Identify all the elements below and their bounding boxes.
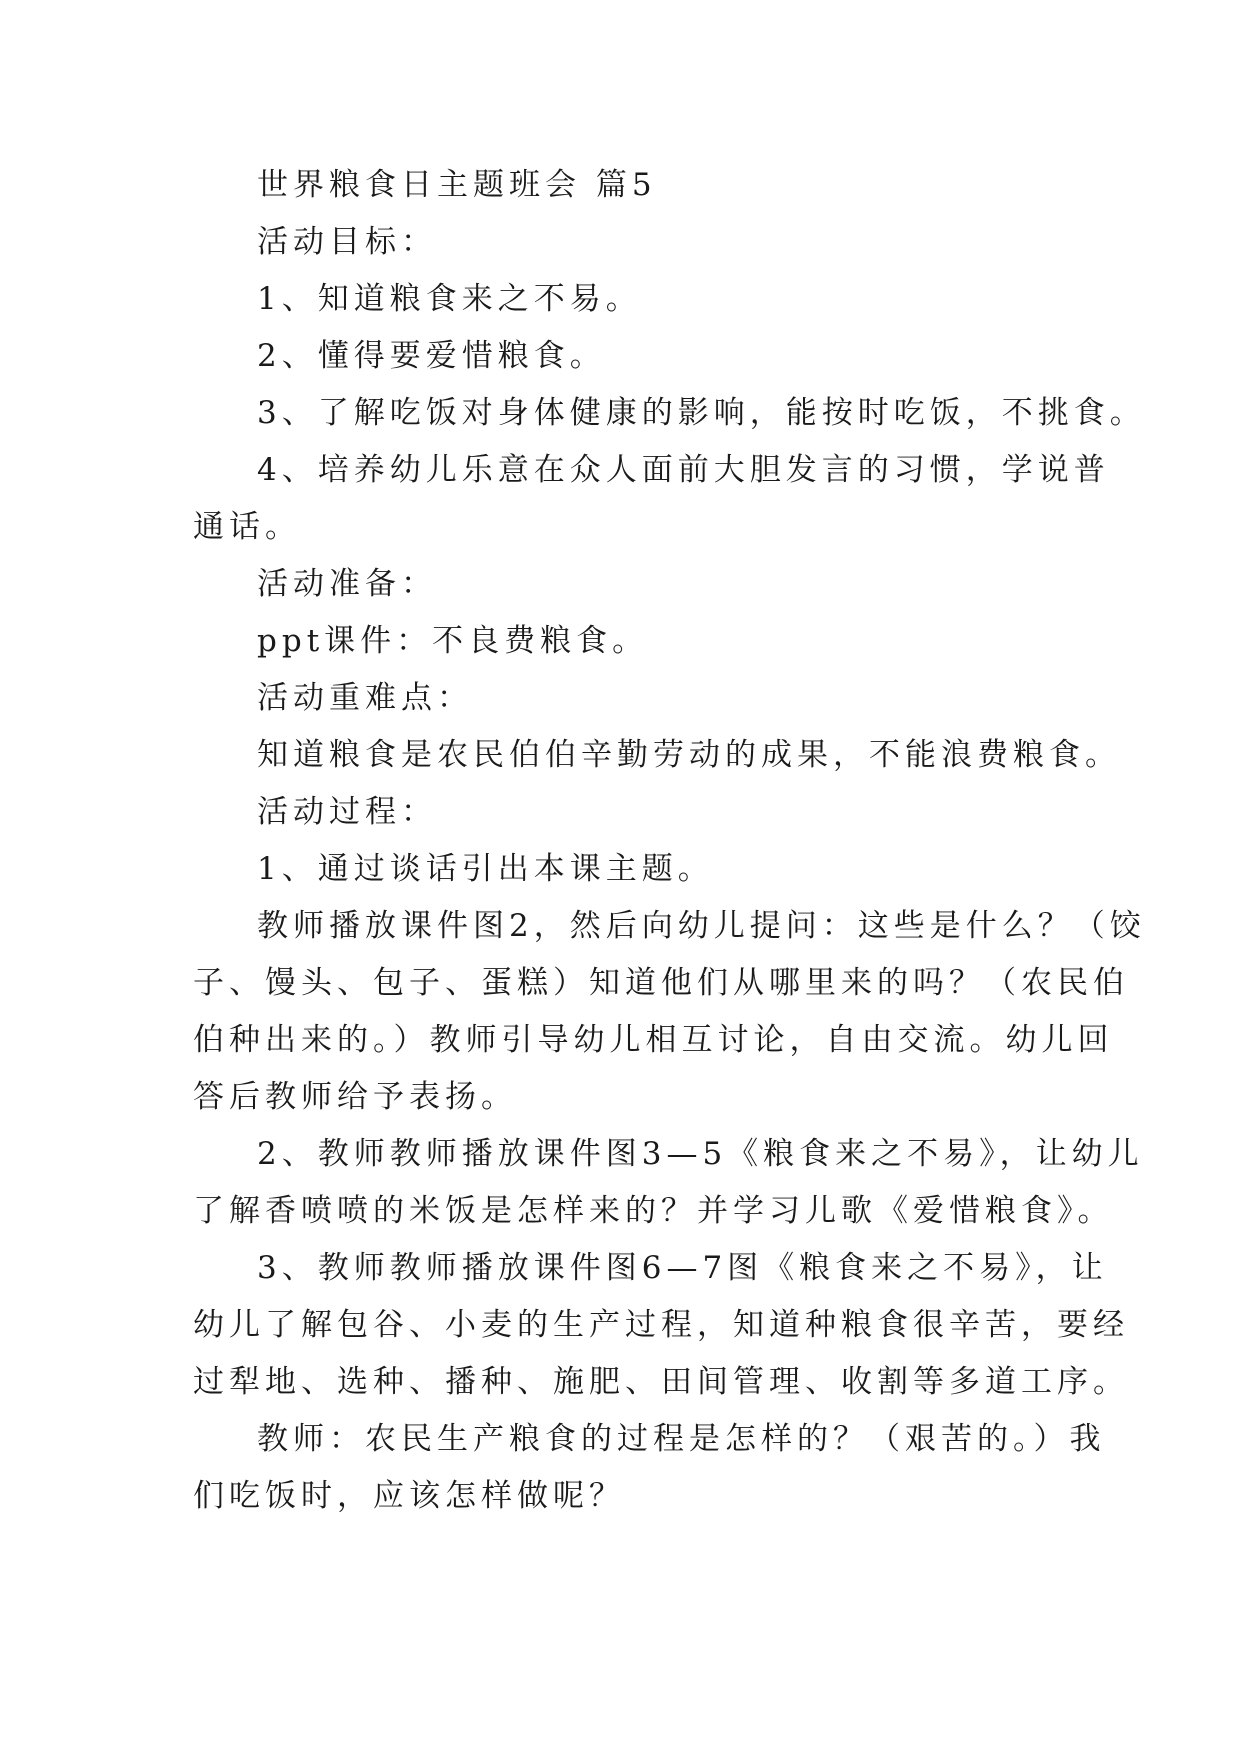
process-step-1: 1、通过谈话引出本课主题。	[257, 851, 714, 887]
process-paragraph-line: 子、馒头、包子、蛋糕）知道他们从哪里来的吗？（农民伯	[193, 965, 1129, 1001]
key-points-text: 知道粮食是农民伯伯辛勤劳动的成果，不能浪费粮食。	[257, 737, 1121, 773]
goal-item-4-continued: 通话。	[193, 509, 301, 545]
process-step-3-continued: 幼儿了解包谷、小麦的生产过程，知道种粮食很辛苦，要经	[193, 1307, 1129, 1343]
heading-activity-process: 活动过程：	[257, 794, 437, 830]
process-paragraph-line: 答后教师给予表扬。	[193, 1079, 517, 1115]
process-step-2-continued: 了解香喷喷的米饭是怎样来的？并学习儿歌《爱惜粮食》。	[193, 1193, 1114, 1229]
goal-item-3: 3、了解吃饭对身体健康的影响，能按时吃饭，不挑食。	[257, 395, 1146, 431]
teacher-question: 教师：农民生产粮食的过程是怎样的？（艰苦的。）我	[257, 1421, 1106, 1457]
section-title: 世界粮食日主题班会 篇5	[257, 167, 657, 203]
process-step-3: 3、教师教师播放课件图6—7图《粮食来之不易》，让	[257, 1250, 1108, 1286]
process-step-2: 2、教师教师播放课件图3—5《粮食来之不易》，让幼儿	[257, 1136, 1144, 1172]
teacher-question-continued: 们吃饭时，应该怎样做呢？	[193, 1478, 625, 1514]
heading-activity-goals: 活动目标：	[257, 224, 437, 260]
goal-item-4: 4、培养幼儿乐意在众人面前大胆发言的习惯，学说普	[257, 452, 1110, 488]
goal-item-2: 2、懂得要爱惜粮食。	[257, 338, 606, 374]
goal-item-1: 1、知道粮食来之不易。	[257, 281, 642, 317]
process-paragraph-line: 伯种出来的。）教师引导幼儿相互讨论，自由交流。幼儿回	[193, 1022, 1114, 1058]
document-body	[193, 157, 1146, 1525]
process-paragraph-line: 教师播放课件图2，然后向幼儿提问：这些是什么？（饺	[257, 908, 1146, 944]
preparation-text: ppt课件：不良费粮食。	[257, 623, 649, 659]
heading-key-points: 活动重难点：	[257, 680, 473, 716]
process-step-3-continued: 过犁地、选种、播种、施肥、田间管理、收割等多道工序。	[193, 1364, 1129, 1400]
heading-activity-preparation: 活动准备：	[257, 566, 437, 602]
